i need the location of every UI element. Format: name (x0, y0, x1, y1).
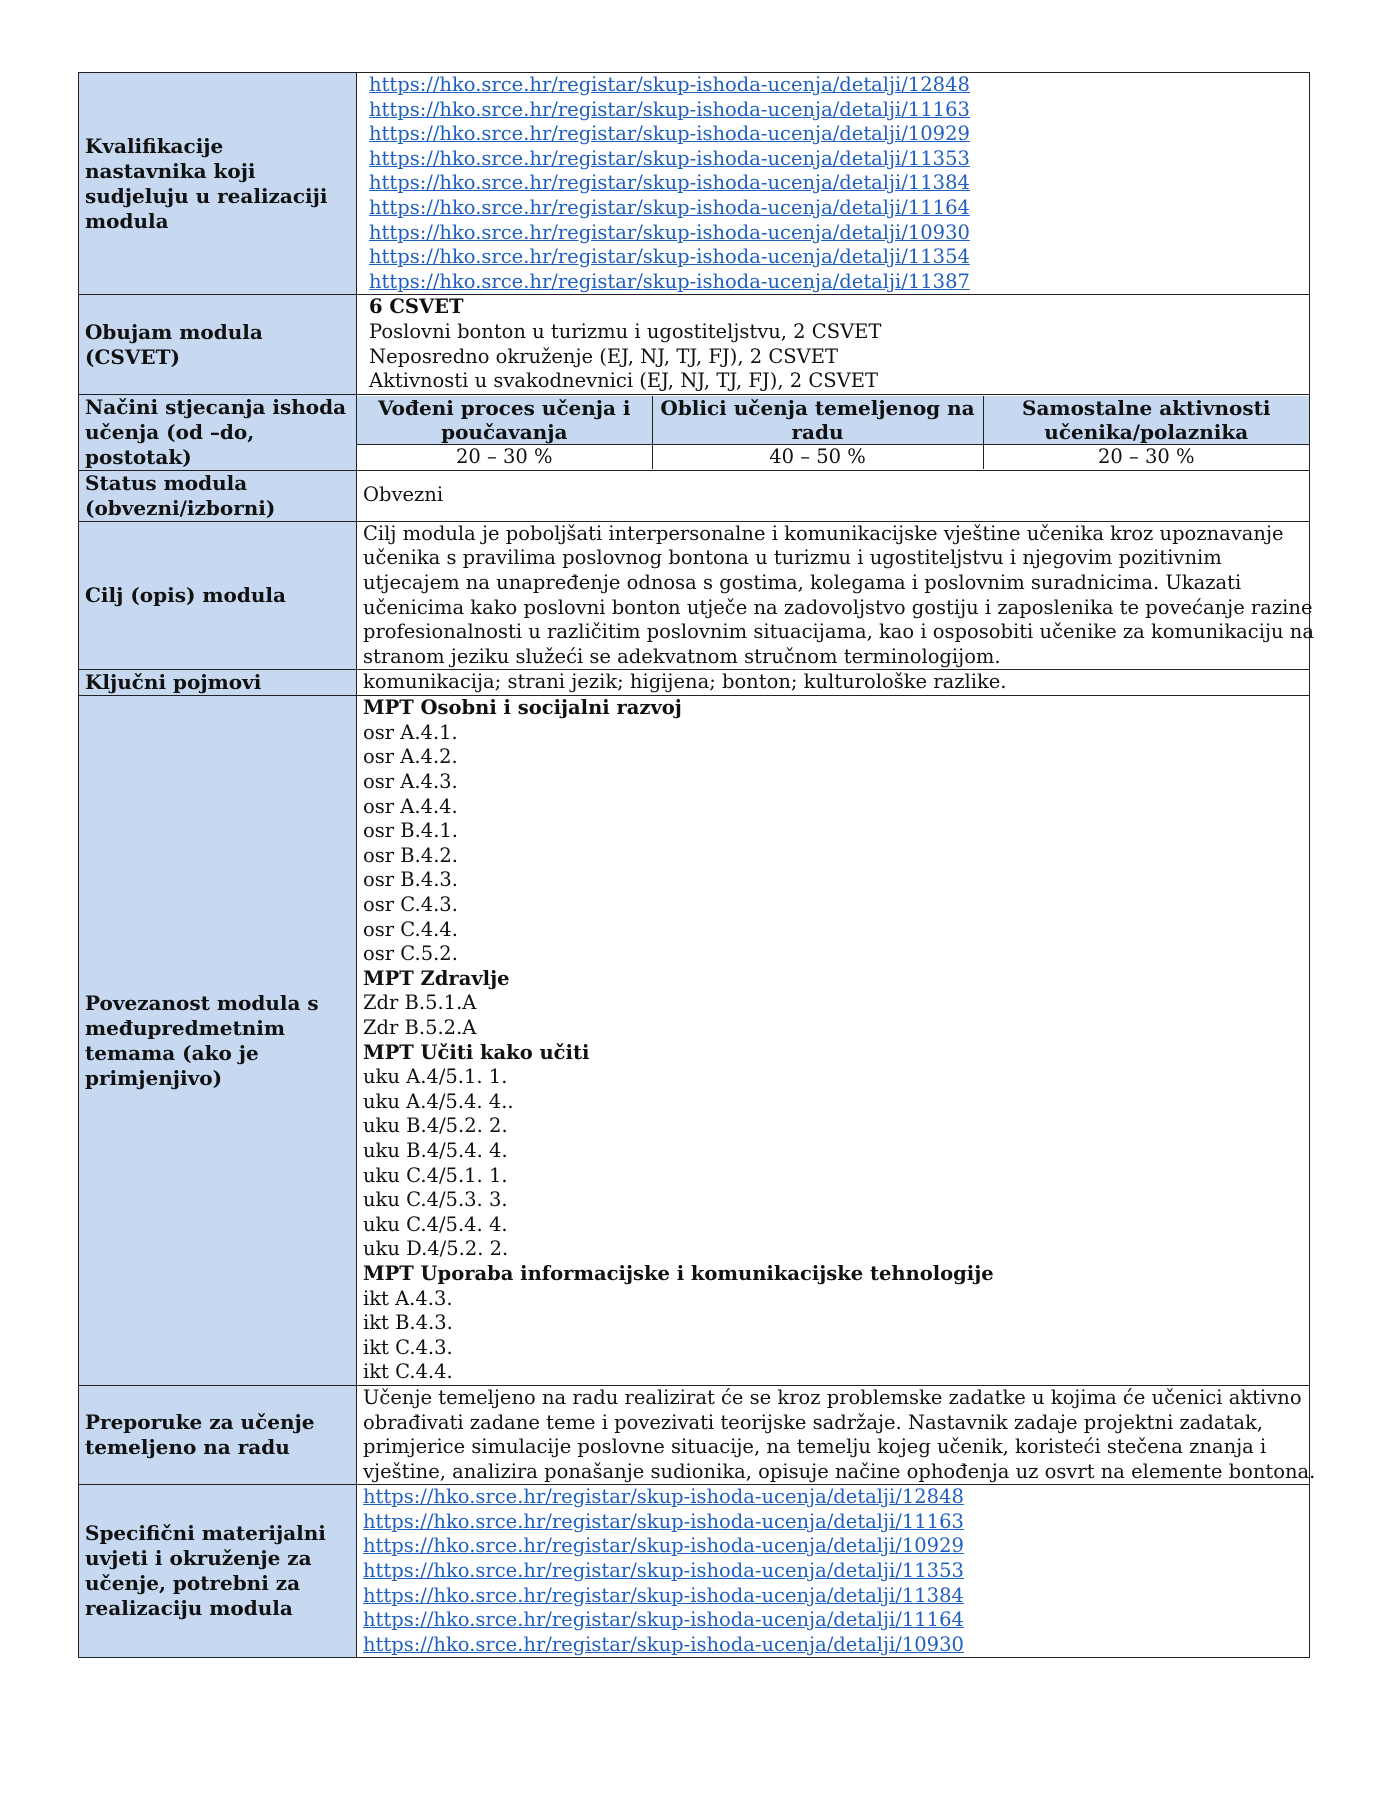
mpt-group-title: MPT Uporaba informacijske i komunikacijske tehnologije (363, 1261, 994, 1285)
mpt-item: Zdr B.5.1.A (363, 991, 477, 1015)
mpt-item: osr B.4.1. (363, 819, 459, 843)
preporuke-line: obrađivati zadane teme i povezivati teorijske sadržaje. Nastavnik zadaje projektni zadatak, (363, 1410, 1263, 1434)
kvalifikacije-link[interactable]: https://hko.srce.hr/registar/skup-ishoda-ucenja/detalji/10929 (369, 122, 970, 146)
kvalifikacije-link[interactable]: https://hko.srce.hr/registar/skup-ishoda-ucenja/detalji/11354 (369, 245, 970, 269)
cilj-line: Cilj modula je poboljšati interpersonalne i komunikacijske vještine učenika kroz upoznavanje (363, 521, 1284, 545)
mpt-item: ikt B.4.3. (363, 1311, 453, 1335)
mpt-item: osr A.4.2. (363, 745, 458, 769)
mpt-item: uku C.4/5.3. 3. (363, 1188, 508, 1212)
mpt-item: uku A.4/5.4. 4.. (363, 1089, 514, 1113)
nacini-header: Samostalne aktivnosti učenika/polaznika (983, 396, 1309, 445)
nacini-header: Oblici učenja temeljenog na radu (652, 396, 983, 445)
pojmovi-value: komunikacija; strani jezik; higijena; bonton; kulturološke razlike. (357, 670, 1310, 696)
label-pojmovi: Ključni pojmovi (79, 670, 357, 696)
kvalifikacije-links (363, 73, 1303, 294)
cilj-line: utjecajem na unapređenje odnosa s gostima, kolegama i poslovnim suradnicima. Ukazati (363, 570, 1242, 594)
status-value: Obvezni (357, 470, 1310, 521)
mpt-item: osr C.4.4. (363, 917, 458, 941)
kvalifikacije-link[interactable]: https://hko.srce.hr/registar/skup-ishoda-ucenja/detalji/10930 (369, 220, 970, 244)
label-obujam: Obujam modula (CSVET) (79, 295, 357, 394)
module-table (78, 72, 1316, 1658)
cilj-line: učenika s pravilima poslovnog bontona u turizmu i ugostiteljstvu i njegovim pozitivnim (363, 546, 1222, 570)
mpt-group-title: MPT Osobni i socijalni razvoj (363, 696, 682, 720)
row-status (79, 470, 1310, 521)
nacini-value: 40 – 50 % (652, 444, 983, 469)
preporuke-line: Učenje temeljeno na radu realizirat će se kroz problemske zadatke u kojima će učenici aktivno (363, 1385, 1302, 1409)
obujam-item: Aktivnosti u svakodnevnici (EJ, NJ, TJ, FJ), 2 CSVET (369, 369, 878, 393)
nacini-value: 20 – 30 % (983, 444, 1309, 469)
preporuke-line: primjerice simulacije poslovne situacije, na temelju kojeg učenik, koristeći stečena znanja i (363, 1435, 1267, 1459)
materijalni-link[interactable]: https://hko.srce.hr/registar/skup-ishoda-ucenja/detalji/11384 (363, 1583, 964, 1607)
cilj-line: profesionalnosti u različitim poslovnim situacijama, kao i osposobiti učenike za komunikaciju na (363, 620, 1314, 644)
label-preporuke: Preporuke za učenje temeljeno na radu (79, 1385, 357, 1484)
row-pojmovi (79, 670, 1310, 696)
mpt-item: osr B.4.2. (363, 843, 459, 867)
materijalni-links (363, 1485, 1303, 1657)
label-status: Status modula (obvezni/izborni) (79, 470, 357, 521)
mpt-item: Zdr B.5.2.A (363, 1016, 477, 1039)
mpt-item: osr B.4.3. (363, 868, 459, 892)
materijalni-link[interactable]: https://hko.srce.hr/registar/skup-ishoda-ucenja/detalji/10930 (363, 1632, 964, 1656)
kvalifikacije-link[interactable]: https://hko.srce.hr/registar/skup-ishoda-ucenja/detalji/11387 (369, 269, 970, 293)
kvalifikacije-link[interactable]: https://hko.srce.hr/registar/skup-ishoda-ucenja/detalji/11353 (369, 146, 970, 170)
obujam-item: Neposredno okruženje (EJ, NJ, TJ, FJ), 2 CSVET (369, 344, 838, 368)
mpt-group-title: MPT Učiti kako učiti (363, 1040, 590, 1064)
cilj-line: stranom jeziku služeći se adekvatnom stručnom terminologijom. (363, 644, 1001, 668)
row-nacini (79, 394, 1310, 470)
materijalni-link[interactable]: https://hko.srce.hr/registar/skup-ishoda-ucenja/detalji/12848 (363, 1485, 964, 1509)
label-cilj: Cilj (opis) modula (79, 521, 357, 670)
kvalifikacije-link[interactable]: https://hko.srce.hr/registar/skup-ishoda-ucenja/detalji/11163 (369, 97, 970, 121)
obujam-total: 6 CSVET (369, 295, 464, 319)
nacini-table (357, 396, 1309, 469)
mpt-item: uku B.4/5.4. 4. (363, 1138, 508, 1162)
mpt-item: uku D.4/5.2. 2. (363, 1237, 509, 1261)
mpt-item: osr C.4.3. (363, 893, 458, 917)
preporuke-line: vještine, analizira ponašanje sudionika, opisuje načine ophođenja uz osvrt na elemente bontona. (363, 1459, 1316, 1483)
materijalni-link[interactable]: https://hko.srce.hr/registar/skup-ishoda-ucenja/detalji/11353 (363, 1559, 964, 1583)
label-materijalni: Specifični materijalni uvjeti i okruženje za učenje, potrebni za realizaciju modula (79, 1485, 357, 1658)
row-povezanost (79, 696, 1310, 1386)
row-materijalni (79, 1485, 1310, 1658)
mpt-item: osr A.4.4. (363, 794, 458, 818)
nacini-header: Vođeni proces učenja i poučavanja (357, 396, 652, 445)
label-kvalifikacije: Kvalifikacije nastavnika koji sudjeluju u realizaciji modula (79, 73, 357, 295)
label-nacini: Načini stjecanja ishoda učenja (od –do, postotak) (79, 394, 357, 470)
materijalni-link[interactable]: https://hko.srce.hr/registar/skup-ishoda-ucenja/detalji/11164 (363, 1608, 964, 1632)
mpt-item: osr A.4.3. (363, 770, 458, 794)
mpt-item: osr C.5.2. (363, 942, 458, 966)
cilj-line: učenicima kako poslovni bonton utječe na zadovoljstvo gostiju i zaposlenika te povećanje razine (363, 595, 1313, 619)
mpt-group-title: MPT Zdravlje (363, 966, 510, 990)
mpt-item: ikt C.4.4. (363, 1360, 453, 1384)
kvalifikacije-link[interactable]: https://hko.srce.hr/registar/skup-ishoda-ucenja/detalji/11164 (369, 195, 970, 219)
row-cilj (79, 521, 1310, 670)
label-povezanost: Povezanost modula s međupredmetnim temama (ako je primjenjivo) (79, 696, 357, 1386)
materijalni-link[interactable]: https://hko.srce.hr/registar/skup-ishoda-ucenja/detalji/10929 (363, 1534, 964, 1558)
obujam-item: Poslovni bonton u turizmu i ugostiteljstvu, 2 CSVET (369, 319, 882, 343)
nacini-value: 20 – 30 % (357, 444, 652, 469)
mpt-item: uku C.4/5.4. 4. (363, 1212, 508, 1236)
kvalifikacije-link[interactable]: https://hko.srce.hr/registar/skup-ishoda-ucenja/detalji/11384 (369, 171, 970, 195)
mpt-item: uku B.4/5.2. 2. (363, 1114, 508, 1138)
row-obujam (79, 295, 1310, 394)
row-kvalifikacije (79, 73, 1310, 295)
mpt-item: uku C.4/5.1. 1. (363, 1163, 508, 1187)
materijalni-link[interactable]: https://hko.srce.hr/registar/skup-ishoda-ucenja/detalji/11163 (363, 1509, 964, 1533)
module-document (78, 72, 1316, 1658)
kvalifikacije-link[interactable]: https://hko.srce.hr/registar/skup-ishoda-ucenja/detalji/12848 (369, 73, 970, 96)
mpt-item: ikt C.4.3. (363, 1335, 453, 1359)
mpt-item: osr A.4.1. (363, 720, 458, 744)
mpt-item: ikt A.4.3. (363, 1286, 453, 1310)
mpt-item: uku A.4/5.1. 1. (363, 1065, 508, 1089)
row-preporuke (79, 1385, 1310, 1484)
